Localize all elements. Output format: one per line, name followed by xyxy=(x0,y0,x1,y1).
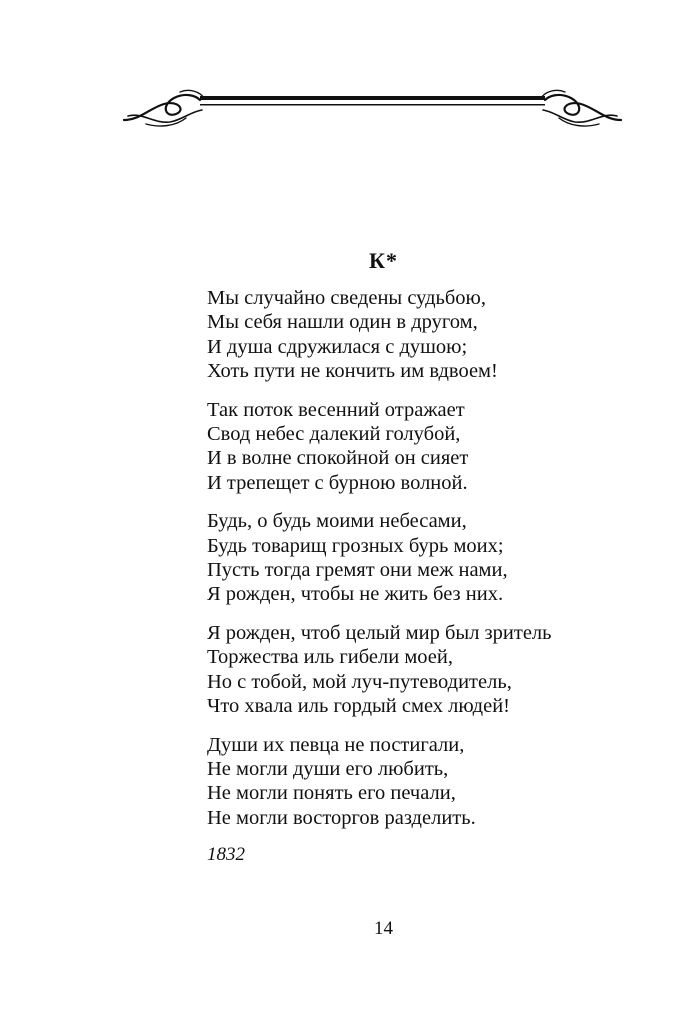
poem-line: Что хвала иль гордый смех людей! xyxy=(207,695,510,718)
poem-body xyxy=(207,286,647,866)
poem-line: Хоть пути не кончить им вдвоем! xyxy=(207,360,498,383)
stanza xyxy=(207,286,647,384)
poem-line: Будь, о будь моими небесами, xyxy=(207,510,467,533)
page-number: 14 xyxy=(374,918,393,939)
poem-line: Мы случайно сведены судьбою, xyxy=(207,287,487,309)
poem-line: Не могли понять его печали, xyxy=(207,782,456,805)
poem-line: Торжества иль гибели моей, xyxy=(207,646,453,669)
decorative-header-ornament xyxy=(120,86,625,132)
stanza xyxy=(207,398,647,496)
poem-line: И душа сдружилася с душою; xyxy=(207,335,468,358)
poem-line: Я рожден, чтоб целый мир был зритель xyxy=(207,621,552,644)
poem-line: Я рожден, чтобы не жить без них. xyxy=(207,583,504,606)
stanza xyxy=(207,509,647,607)
stanza xyxy=(207,621,647,719)
poem-line: Пусть тогда гремят они меж нами, xyxy=(207,559,508,582)
poem-line: И в волне спокойной он сияет xyxy=(207,447,469,470)
poem-line: Будь товарищ грозных бурь моих; xyxy=(207,534,504,557)
poem-line: Но с тобой, мой луч-путеводитель, xyxy=(207,670,512,693)
poem-line: И трепещет с бурною волной. xyxy=(207,471,468,494)
poem-line: Души их певца не постигали, xyxy=(207,733,465,756)
poem-line: Не могли души его любить, xyxy=(207,757,449,780)
poem-line: Мы себя нашли один в другом, xyxy=(207,311,478,334)
poem-line: Не могли восторгов разделить. xyxy=(207,806,476,829)
poem-line: Так поток весенний отражает xyxy=(207,398,465,421)
poem-title: К* xyxy=(369,248,398,273)
poem-year: 1832 xyxy=(207,844,245,866)
poem-line: Свод небес далекий голубой, xyxy=(207,423,461,446)
stanza xyxy=(207,733,647,831)
